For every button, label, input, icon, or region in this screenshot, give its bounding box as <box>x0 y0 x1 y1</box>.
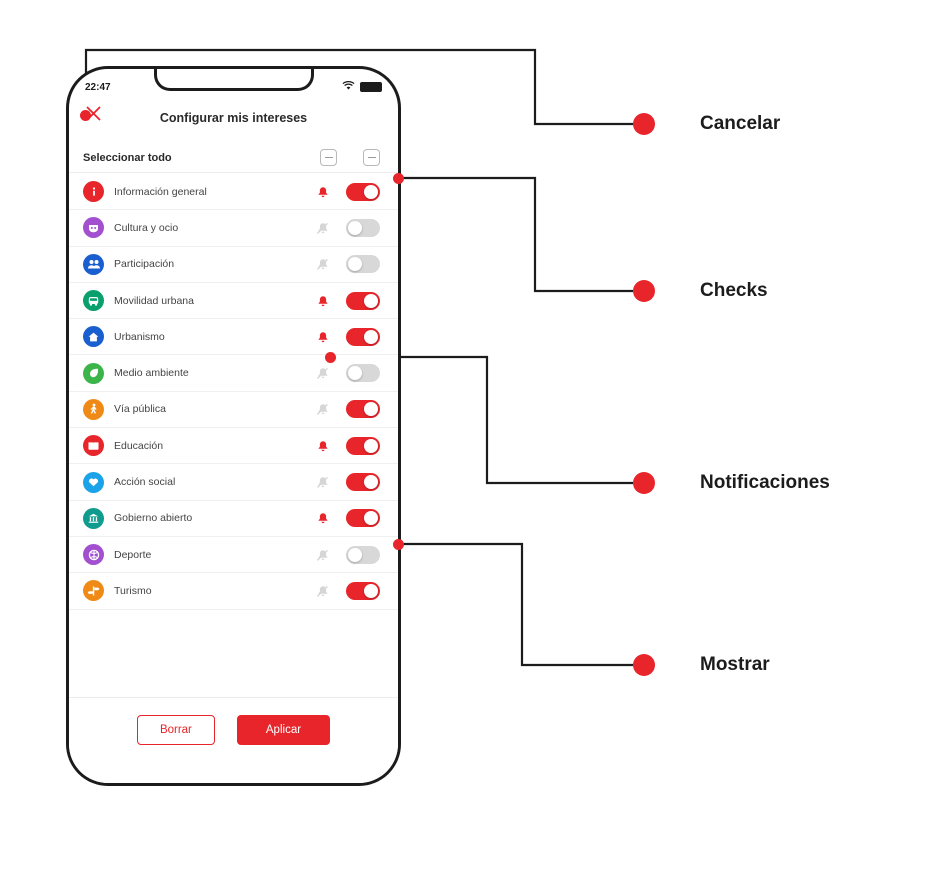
bus-icon <box>83 290 104 311</box>
bell-icon[interactable] <box>314 509 332 527</box>
people-icon <box>83 254 104 275</box>
callout-label-cancelar: Cancelar <box>700 113 781 134</box>
interest-label: Cultura y ocio <box>114 221 179 234</box>
bell-muted-icon[interactable] <box>314 400 332 418</box>
interest-label: Educación <box>114 439 164 452</box>
interest-label: Urbanismo <box>114 330 165 343</box>
masks-icon <box>83 217 104 238</box>
callout-label-mostrar: Mostrar <box>700 654 770 675</box>
phone-mockup <box>66 66 401 786</box>
book-icon <box>83 435 104 456</box>
interest-row[interactable] <box>69 392 398 428</box>
show-toggle[interactable] <box>346 183 380 201</box>
show-toggle[interactable] <box>346 473 380 491</box>
bell-icon[interactable] <box>314 328 332 346</box>
interest-label: Medio ambiente <box>114 367 189 380</box>
show-toggle[interactable] <box>346 546 380 564</box>
callout-anchor-checks <box>393 173 404 184</box>
bank-icon <box>83 508 104 529</box>
signpost-icon <box>83 580 104 601</box>
show-toggle[interactable] <box>346 328 380 346</box>
select-all-notifications-checkbox[interactable] <box>320 149 337 166</box>
interest-row[interactable] <box>69 210 398 246</box>
bell-icon[interactable] <box>314 437 332 455</box>
phone-notch <box>154 67 314 91</box>
callout-dot-checks <box>633 280 655 302</box>
app-header <box>69 99 398 137</box>
show-toggle[interactable] <box>346 364 380 382</box>
interest-row[interactable] <box>69 428 398 464</box>
interest-label: Turismo <box>114 584 152 597</box>
status-time: 22:47 <box>85 81 111 93</box>
interest-label: Gobierno abierto <box>114 512 193 525</box>
interest-row[interactable] <box>69 319 398 355</box>
bell-muted-icon[interactable] <box>314 582 332 600</box>
interest-label: Deporte <box>114 548 152 561</box>
bell-muted-icon[interactable] <box>314 364 332 382</box>
callout-label-checks: Checks <box>700 280 768 301</box>
callout-dot-notificaciones <box>633 472 655 494</box>
select-all-label: Seleccionar todo <box>83 151 172 164</box>
show-toggle[interactable] <box>346 437 380 455</box>
leaf-icon <box>83 363 104 384</box>
interest-row[interactable] <box>69 501 398 537</box>
bell-icon[interactable] <box>314 292 332 310</box>
callout-anchor-notificaciones <box>325 352 336 363</box>
select-all-show-checkbox[interactable] <box>363 149 380 166</box>
interest-row[interactable] <box>69 247 398 283</box>
battery-icon <box>360 82 382 92</box>
wifi-icon <box>342 81 355 94</box>
interest-row[interactable] <box>69 573 398 609</box>
bell-muted-icon[interactable] <box>314 473 332 491</box>
interest-row[interactable] <box>69 174 398 210</box>
house-icon <box>83 326 104 347</box>
interest-label: Movilidad urbana <box>114 294 194 307</box>
interest-row[interactable] <box>69 355 398 391</box>
show-toggle[interactable] <box>346 400 380 418</box>
footer-actions <box>69 697 398 783</box>
show-toggle[interactable] <box>346 292 380 310</box>
bell-muted-icon[interactable] <box>314 219 332 237</box>
callout-label-notificaciones: Notificaciones <box>700 472 830 493</box>
interest-row[interactable] <box>69 537 398 573</box>
bell-muted-icon[interactable] <box>314 546 332 564</box>
interest-list <box>69 174 398 697</box>
show-toggle[interactable] <box>346 582 380 600</box>
callout-anchor-cancelar <box>80 110 91 121</box>
interest-label: Participación <box>114 258 175 271</box>
callout-dot-mostrar <box>633 654 655 676</box>
callout-anchor-mostrar <box>393 539 404 550</box>
interest-label: Información general <box>114 185 207 198</box>
apply-button[interactable]: Aplicar <box>237 715 330 745</box>
show-toggle[interactable] <box>346 509 380 527</box>
info-icon <box>83 181 104 202</box>
interest-label: Vía pública <box>114 403 166 416</box>
pedestrian-icon <box>83 399 104 420</box>
status-indicators <box>342 81 382 94</box>
page-title: Configurar mis intereses <box>159 111 308 125</box>
interest-label: Acción social <box>114 476 176 489</box>
interest-row[interactable] <box>69 283 398 319</box>
heart-icon <box>83 472 104 493</box>
bell-muted-icon[interactable] <box>314 255 332 273</box>
show-toggle[interactable] <box>346 219 380 237</box>
bell-icon[interactable] <box>314 183 332 201</box>
ball-icon <box>83 544 104 565</box>
clear-button[interactable]: Borrar <box>137 715 215 745</box>
show-toggle[interactable] <box>346 255 380 273</box>
select-all-row <box>69 143 398 173</box>
interest-row[interactable] <box>69 464 398 500</box>
callout-dot-cancelar <box>633 113 655 135</box>
